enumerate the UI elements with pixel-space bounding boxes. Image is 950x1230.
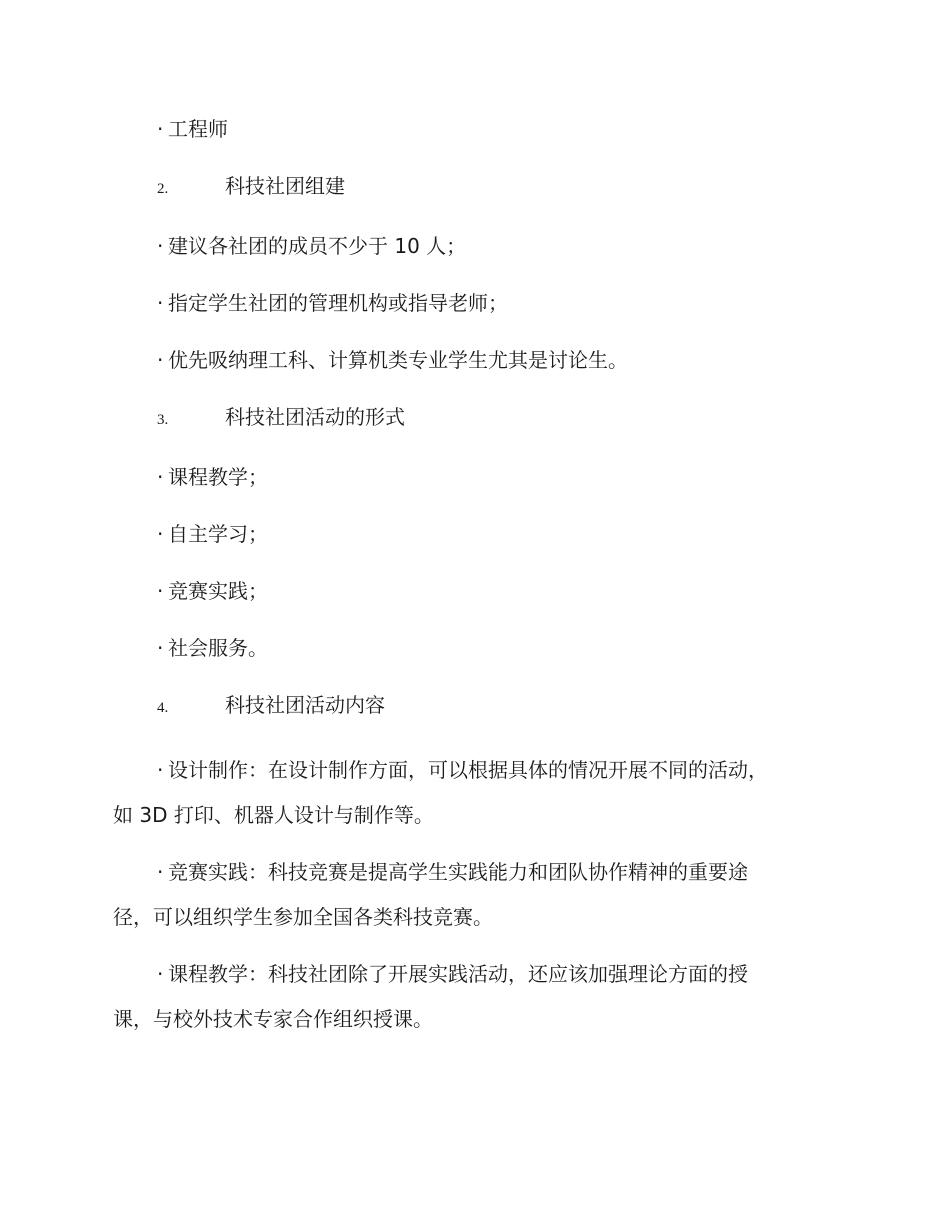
- paragraph-line: 课程教学：科技社团除了开展实践活动，还应该加强理论方面的授: [168, 962, 748, 986]
- section-heading: [113, 169, 813, 206]
- list-item: [113, 286, 813, 320]
- list-item-text: 建议各社团的成员不少于 10 人；: [168, 234, 467, 258]
- list-item: [113, 343, 813, 377]
- list-item: [113, 517, 813, 551]
- paragraph: [113, 952, 813, 1042]
- bullet-icon: ·: [157, 465, 164, 489]
- list-item-text: 指定学生社团的管理机构或指导老师；: [168, 291, 508, 315]
- list-item-text: 社会服务。: [168, 636, 268, 660]
- bullet-icon: ·: [157, 860, 164, 884]
- section-title: 科技社团活动内容: [225, 693, 385, 717]
- section-heading: [113, 688, 813, 725]
- list-item: [113, 460, 813, 494]
- list-item-text: 竞赛实践；: [168, 579, 268, 603]
- section-title: 科技社团活动的形式: [225, 405, 405, 429]
- paragraph-line: 径，可以组织学生参加全国各类科技竞赛。: [113, 905, 493, 929]
- bullet-icon: ·: [157, 234, 164, 258]
- bullet-icon: ·: [157, 636, 164, 660]
- bullet-icon: ·: [157, 962, 164, 986]
- paragraph-line: 如 3D 打印、机器人设计与制作等。: [113, 803, 434, 827]
- list-item-text: 优先吸纳理工科、计算机类专业学生尤其是讨论生。: [168, 348, 628, 372]
- list-item: [113, 574, 813, 608]
- bullet-icon: ·: [157, 579, 164, 603]
- section-number: 4.: [157, 700, 169, 716]
- document-body: [113, 112, 813, 1054]
- list-item-text: 自主学习；: [168, 522, 268, 546]
- list-item: [113, 229, 813, 263]
- list-item: [113, 112, 813, 146]
- section-title: 科技社团组建: [225, 174, 345, 198]
- section-heading: [113, 400, 813, 437]
- paragraph-line: 课，与校外技术专家合作组织授课。: [113, 1007, 433, 1031]
- paragraph-line: 设计制作：在设计制作方面，可以根据具体的情况开展不同的活动，: [168, 758, 768, 782]
- list-item-text: 课程教学；: [168, 465, 268, 489]
- bullet-icon: ·: [157, 291, 164, 315]
- bullet-icon: ·: [157, 522, 164, 546]
- bullet-icon: ·: [157, 348, 164, 372]
- section-number: 3.: [157, 412, 169, 428]
- paragraph-line: 竞赛实践：科技竞赛是提高学生实践能力和团队协作精神的重要途: [168, 860, 748, 884]
- section-number: 2.: [157, 181, 169, 197]
- paragraph: [113, 748, 813, 838]
- list-item: [113, 631, 813, 665]
- list-item-text: 工程师: [168, 117, 228, 141]
- paragraph: [113, 850, 813, 940]
- bullet-icon: ·: [157, 758, 164, 782]
- bullet-icon: ·: [157, 117, 164, 141]
